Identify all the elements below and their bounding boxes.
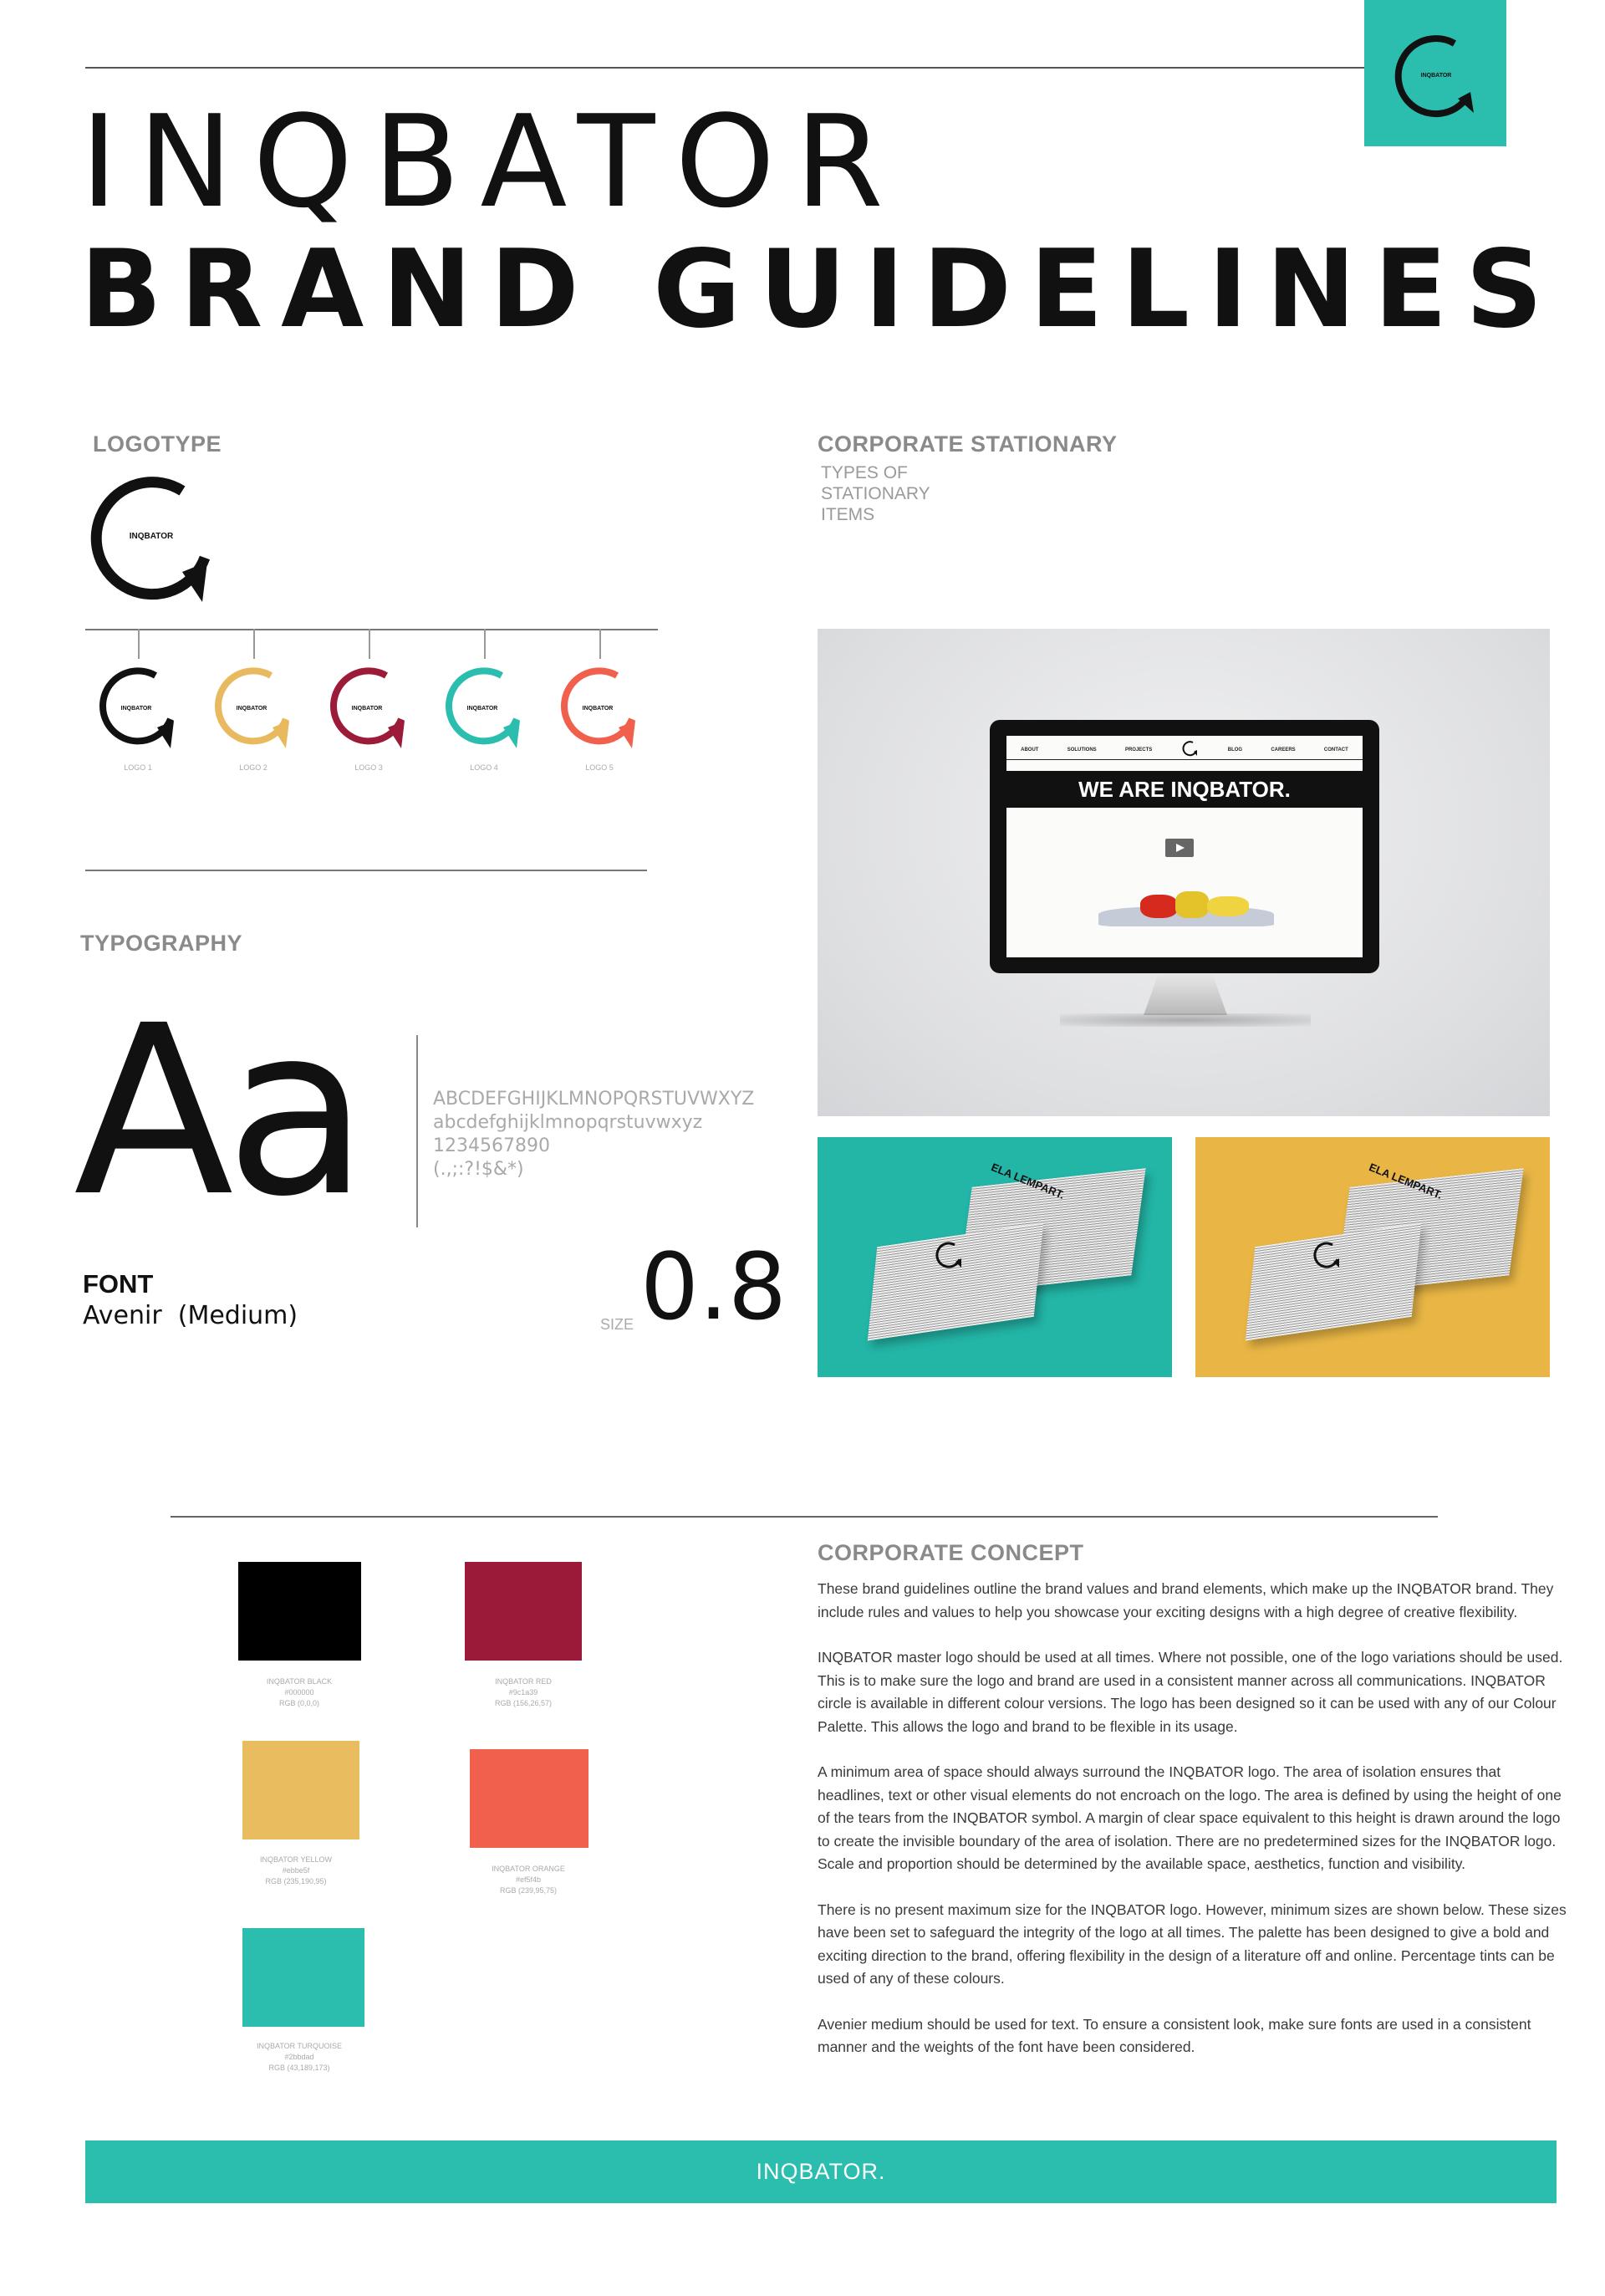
card-logo-icon: [933, 1237, 966, 1271]
logo-variant-hanger: [369, 629, 370, 659]
swatch-yellow-rgb: RGB (235,190,95): [265, 1877, 327, 1885]
swatch-yellow-name: INQBATOR YELLOW: [259, 1855, 333, 1864]
monitor-banner: WE ARE INQBATOR.: [1006, 771, 1363, 808]
business-cards-teal-photo: [818, 1137, 1172, 1377]
font-family-name: Avenir: [83, 1301, 162, 1330]
corner-logo-badge: [1364, 0, 1506, 146]
swatch-black-label: [216, 1676, 383, 1709]
logo-variant-1: [92, 661, 184, 753]
swatch-orange-label: [445, 1864, 612, 1896]
font-name: [83, 1301, 298, 1330]
monitor-screen: [1006, 736, 1363, 957]
header-rule: [85, 67, 1364, 69]
swatch-turquoise-name: INQBATOR TURQUOISE: [256, 2042, 342, 2050]
monitor-nav-item: CAREERS: [1271, 747, 1296, 753]
concept-paragraph-4: There is no present maximum size for the INQBATOR logo. However, minimum sizes are shown below. These sizes have been set to safeguard the integrity of the logo at all times. The palette has been designed to give a bold and exciting direction to the brand, offering flexibility in the design of a literature off and online. Percentage tints can be used of any of these colours.: [818, 1901, 1567, 1987]
swatch-red-rgb: RGB (156,26,57): [494, 1699, 553, 1707]
logo-variant-label: LOGO 1: [124, 763, 152, 772]
logo-variant-hanger: [253, 629, 255, 659]
font-weight-name: (Medium): [177, 1301, 298, 1330]
logo-variant-icon: [553, 661, 645, 753]
concept-heading: CORPORATE CONCEPT: [818, 1540, 1084, 1565]
title-line-1: INQBATOR: [80, 88, 904, 236]
logo-variant-hanger: [484, 629, 486, 659]
swatch-red: [465, 1562, 582, 1661]
logo-variant-3: [323, 661, 415, 753]
swatch-black-name: INQBATOR BLACK: [266, 1677, 333, 1686]
concept-body: [818, 1578, 1570, 2082]
swatch-red-hex: #9c1a39: [508, 1688, 538, 1696]
monitor-nav-item: BLOG: [1227, 747, 1243, 753]
logo-variant-icon: [207, 661, 299, 753]
concept-paragraph-1: These brand guidelines outline the brand values and brand elements, which make up the INQBATOR brand. They include rules and values to help you showcase your exciting designs with a high degree of creative flexibility.: [818, 1580, 1554, 1620]
main-logo-icon: [84, 470, 226, 612]
logotype-heading: LOGOTYPE: [93, 431, 222, 457]
card-back-name: ELA LEMPART.: [989, 1161, 1067, 1202]
size-value: 0.8: [640, 1233, 787, 1340]
card-back-name: ELA LEMPART.: [1367, 1161, 1444, 1202]
monitor-nav-logo: [1181, 739, 1200, 762]
logo-variant-icon: [92, 661, 184, 753]
monitor-nav: [1006, 741, 1363, 760]
alphabet-uppercase: ABCDEFGHIJKLMNOPQRSTUVWXYZ: [433, 1089, 755, 1110]
stationary-heading: CORPORATE STATIONARY: [818, 431, 1118, 457]
logo-variant-text: INQBATOR: [466, 706, 498, 712]
monitor-stand: [1144, 973, 1227, 1015]
footer-bar: INQBATOR.: [85, 2140, 1557, 2203]
logo-variants-rail: [85, 629, 658, 630]
swatch-orange: [470, 1749, 588, 1848]
logo-variant-text: INQBATOR: [582, 706, 614, 712]
logo-variant-text: INQBATOR: [351, 706, 383, 712]
monitor-mockup-photo: [818, 629, 1550, 1116]
swatch-black: [238, 1562, 361, 1661]
monitor-nav-item: CONTACT: [1323, 747, 1348, 753]
logo-variant-2: [207, 661, 299, 753]
logo-variant-label: LOGO 3: [354, 763, 383, 772]
stationary-subtitle-line-3: ITEMS: [821, 505, 875, 524]
alphabet-block: [433, 1088, 754, 1181]
swatch-black-rgb: RGB (0,0,0): [278, 1699, 319, 1707]
logo-variant-text: INQBATOR: [236, 706, 268, 712]
monitor-shadow: [1060, 1013, 1311, 1027]
stationary-subtitle-line-1: TYPES OF: [821, 463, 908, 482]
alphabet-punctuation: (.,;:?!$&*): [433, 1159, 524, 1180]
logo-variant-label: LOGO 4: [470, 763, 498, 772]
card-logo-icon: [1311, 1237, 1344, 1271]
typography-heading: TYPOGRAPHY: [80, 931, 243, 956]
swatch-orange-name: INQBATOR ORANGE: [492, 1865, 565, 1873]
svg-text:INQBATOR: INQBATOR: [129, 532, 174, 541]
swatch-turquoise: [242, 1928, 364, 2027]
stationary-subtitle: [821, 462, 930, 525]
logo-variant-5: [553, 661, 645, 753]
logo-variant-4: [438, 661, 530, 753]
swatch-turquoise-hex: #2bbdad: [284, 2053, 314, 2061]
swatch-yellow-hex: #ebbe5f: [282, 1866, 310, 1875]
play-icon: [1165, 839, 1194, 857]
alphabet-lowercase: abcdefghijklmnopqrstuvwxyz: [433, 1112, 703, 1133]
logo-variant-icon: [438, 661, 530, 753]
swatch-orange-hex: #ef5f4b: [515, 1875, 542, 1884]
monitor-nav-item: ABOUT: [1021, 747, 1039, 753]
clothing-pile-image: [1098, 888, 1274, 930]
size-label: SIZE: [600, 1316, 634, 1333]
concept-paragraph-5: Avenier medium should be used for text. To ensure a consistent look, make sure fonts are used in a consistent manner and the weights of the font have been considered.: [818, 2015, 1531, 2055]
typography-divider: [416, 1035, 418, 1227]
monitor-nav-item: PROJECTS: [1124, 747, 1153, 753]
typography-sample: Aa: [74, 976, 361, 1248]
logo-variant-hanger: [138, 629, 140, 659]
business-cards-yellow-photo: [1195, 1137, 1550, 1377]
swatch-black-hex: #000000: [284, 1688, 314, 1696]
swatch-turquoise-label: [216, 2041, 383, 2074]
logo-variant-hanger: [599, 629, 601, 659]
alphabet-digits: 1234567890: [433, 1135, 550, 1156]
swatch-yellow-label: [212, 1855, 380, 1887]
palette-rule: [171, 1516, 1438, 1518]
title-line-2: BRAND GUIDELINES: [80, 227, 1562, 352]
logo-variant-label: LOGO 2: [239, 763, 268, 772]
font-label: FONT: [83, 1269, 154, 1299]
swatch-orange-rgb: RGB (239,95,75): [499, 1886, 558, 1895]
stationary-subtitle-line-2: STATIONARY: [821, 484, 930, 503]
monitor-nav-item: SOLUTIONS: [1067, 747, 1097, 753]
logo-variant-icon: [323, 661, 415, 753]
concept-paragraph-3: A minimum area of space should always surround the INQBATOR logo. The area of isolation ensures that headlines, text or other visual elements do not encroach on the logo. The area is defined by using the height of one of the tears from the INQBATOR symbol. A margin of clear space equivalent to this height is drawn around the logo to create the invisible boundary of the area of isolation. There are no predetermined sizes for the INQBATOR logo. Scale and proportion should be determined by the available space, aesthetics, function and visibility.: [818, 1763, 1562, 1872]
logo-variant-label: LOGO 5: [585, 763, 614, 772]
logo-variant-text: INQBATOR: [120, 706, 152, 712]
swatch-red-name: INQBATOR RED: [495, 1677, 552, 1686]
main-logo: [84, 470, 226, 612]
swatch-red-label: [440, 1676, 607, 1709]
swatch-turquoise-rgb: RGB (43,189,173): [268, 2064, 330, 2072]
concept-paragraph-2: INQBATOR master logo should be used at all times. Where not possible, one of the logo variations should be used. This is to make sure the logo and brand are used in a consistent manner across all communications. INQBATOR circle is available in different colour versions. The logo has been designed so it can be used with any of our Colour Palette. This allows the logo and brand to be flexible in its usage.: [818, 1649, 1563, 1735]
swatch-yellow: [242, 1741, 359, 1839]
svg-text:INQBATOR: INQBATOR: [1420, 73, 1452, 79]
logotype-divider: [85, 870, 647, 871]
corner-logo-icon: [1364, 0, 1506, 146]
